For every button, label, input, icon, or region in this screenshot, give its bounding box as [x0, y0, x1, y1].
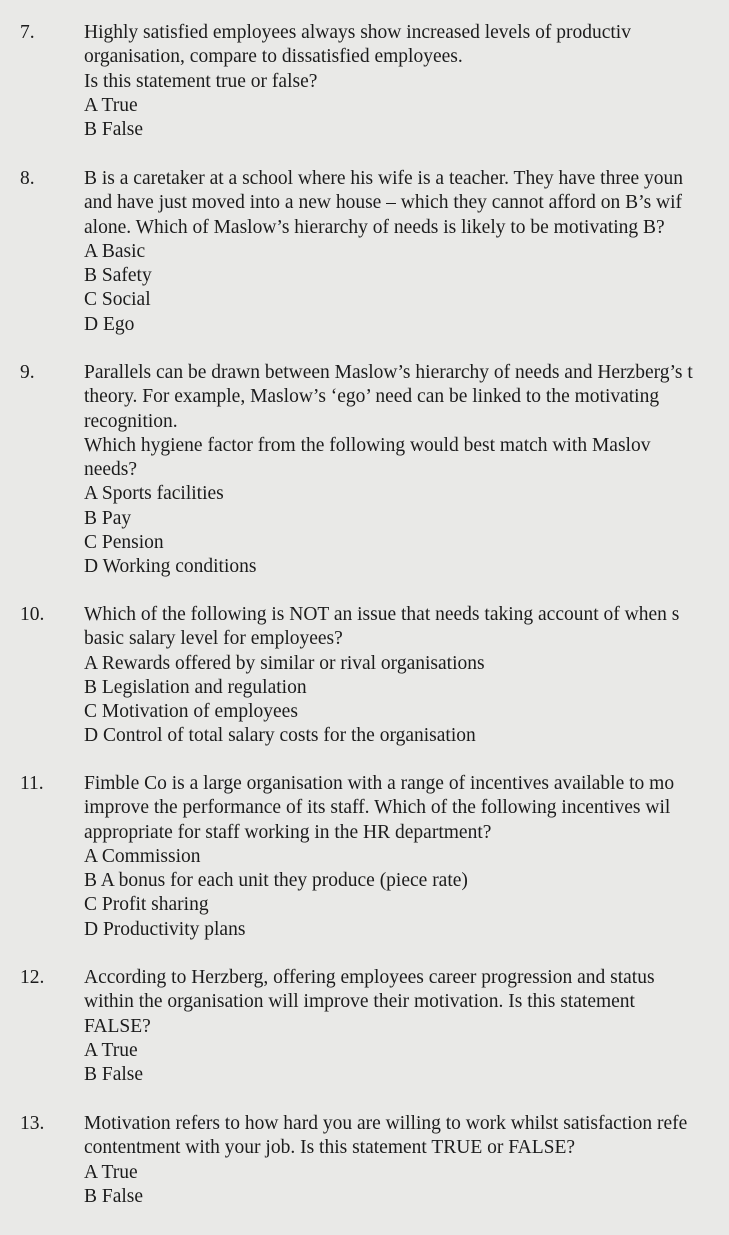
answer-option-b[interactable]: B False [84, 1064, 144, 1086]
question-text-line: B is a caretaker at a school where his wife is a teacher. They have three youn [84, 168, 684, 189]
answer-option-d[interactable]: D Productivity plans [84, 918, 246, 940]
question-10 [0, 603, 729, 753]
question-text-line: needs? [84, 459, 138, 481]
question-number: 9. [20, 362, 35, 383]
question-number: 11. [20, 773, 44, 794]
question-text-line: improve the performance of its staff. Which of the following incentives wil [84, 797, 671, 819]
question-text-line: within the organisation will improve their motivation. Is this statement [84, 991, 635, 1013]
question-body [84, 361, 729, 580]
question-text-line: Is this statement true or false? [84, 70, 318, 92]
question-text-line: basic salary level for employees? [84, 628, 343, 650]
question-number: 10. [20, 604, 45, 625]
question-text-line: alone. Which of Maslow’s hierarchy of needs is likely to be motivating B? [84, 216, 665, 238]
answer-option-c[interactable]: C Motivation of employees [84, 701, 298, 723]
answer-option-d[interactable]: D Working conditions [84, 556, 257, 578]
question-number: 12. [20, 967, 45, 988]
question-8 [0, 167, 729, 342]
question-text-line: According to Herzberg, offering employees career progression and status [84, 967, 655, 988]
answer-option-a[interactable]: A True [84, 94, 138, 116]
answer-option-a[interactable]: A Commission [84, 845, 201, 867]
question-text-line: and have just moved into a new house – which they cannot afford on B’s wif [84, 192, 683, 214]
answer-option-a[interactable]: A Basic [84, 240, 146, 262]
question-text-line: recognition. [84, 410, 178, 432]
answer-option-d[interactable]: D Control of total salary costs for the organisation [84, 725, 476, 747]
answer-option-b[interactable]: B False [84, 119, 144, 141]
answer-option-a[interactable]: A True [84, 1161, 138, 1183]
question-12 [0, 966, 729, 1092]
question-text-line: Parallels can be drawn between Maslow’s hierarchy of needs and Herzberg’s t [84, 362, 693, 383]
question-9 [0, 361, 729, 585]
answer-option-b[interactable]: B Safety [84, 265, 152, 287]
question-text-line: Highly satisfied employees always show increased levels of productiv [84, 22, 631, 43]
question-body [84, 1112, 729, 1209]
question-text-line: theory. For example, Maslow’s ‘ego’ need can be linked to the motivating [84, 386, 660, 408]
question-7 [0, 21, 729, 147]
question-text-line: Which of the following is NOT an issue that needs taking account of when s [84, 604, 680, 625]
question-text-line: Which hygiene factor from the following would best match with Maslov [84, 434, 651, 456]
question-number: 13. [20, 1113, 45, 1134]
question-number: 8. [20, 168, 35, 189]
question-text-line: organisation, compare to dissatisfied employees. [84, 46, 463, 68]
answer-option-d[interactable]: D Ego [84, 313, 135, 335]
answer-option-c[interactable]: C Social [84, 289, 151, 311]
question-text-line: appropriate for staff working in the HR department? [84, 821, 492, 843]
question-11 [0, 772, 729, 947]
question-text-line: Motivation refers to how hard you are willing to work whilst satisfaction refe [84, 1113, 688, 1134]
answer-option-b[interactable]: B False [84, 1185, 144, 1207]
question-body [84, 21, 729, 142]
question-body [84, 772, 729, 942]
answer-option-a[interactable]: A True [84, 1039, 138, 1061]
answer-option-b[interactable]: B Legislation and regulation [84, 676, 307, 698]
answer-option-c[interactable]: C Profit sharing [84, 894, 209, 916]
question-body [84, 167, 729, 337]
answer-option-b[interactable]: B A bonus for each unit they produce (piece rate) [84, 870, 468, 892]
question-body [84, 966, 729, 1087]
answer-option-a[interactable]: A Rewards offered by similar or rival organisations [84, 652, 485, 674]
question-text-line: Fimble Co is a large organisation with a range of incentives available to mo [84, 773, 675, 794]
question-number: 7. [20, 22, 35, 43]
question-body [84, 603, 729, 749]
question-text-line: FALSE? [84, 1015, 151, 1037]
answer-option-b[interactable]: B Pay [84, 507, 132, 529]
question-text-line: contentment with your job. Is this statement TRUE or FALSE? [84, 1137, 576, 1159]
answer-option-a[interactable]: A Sports facilities [84, 483, 224, 505]
question-13 [0, 1112, 729, 1214]
answer-option-c[interactable]: C Pension [84, 532, 164, 554]
